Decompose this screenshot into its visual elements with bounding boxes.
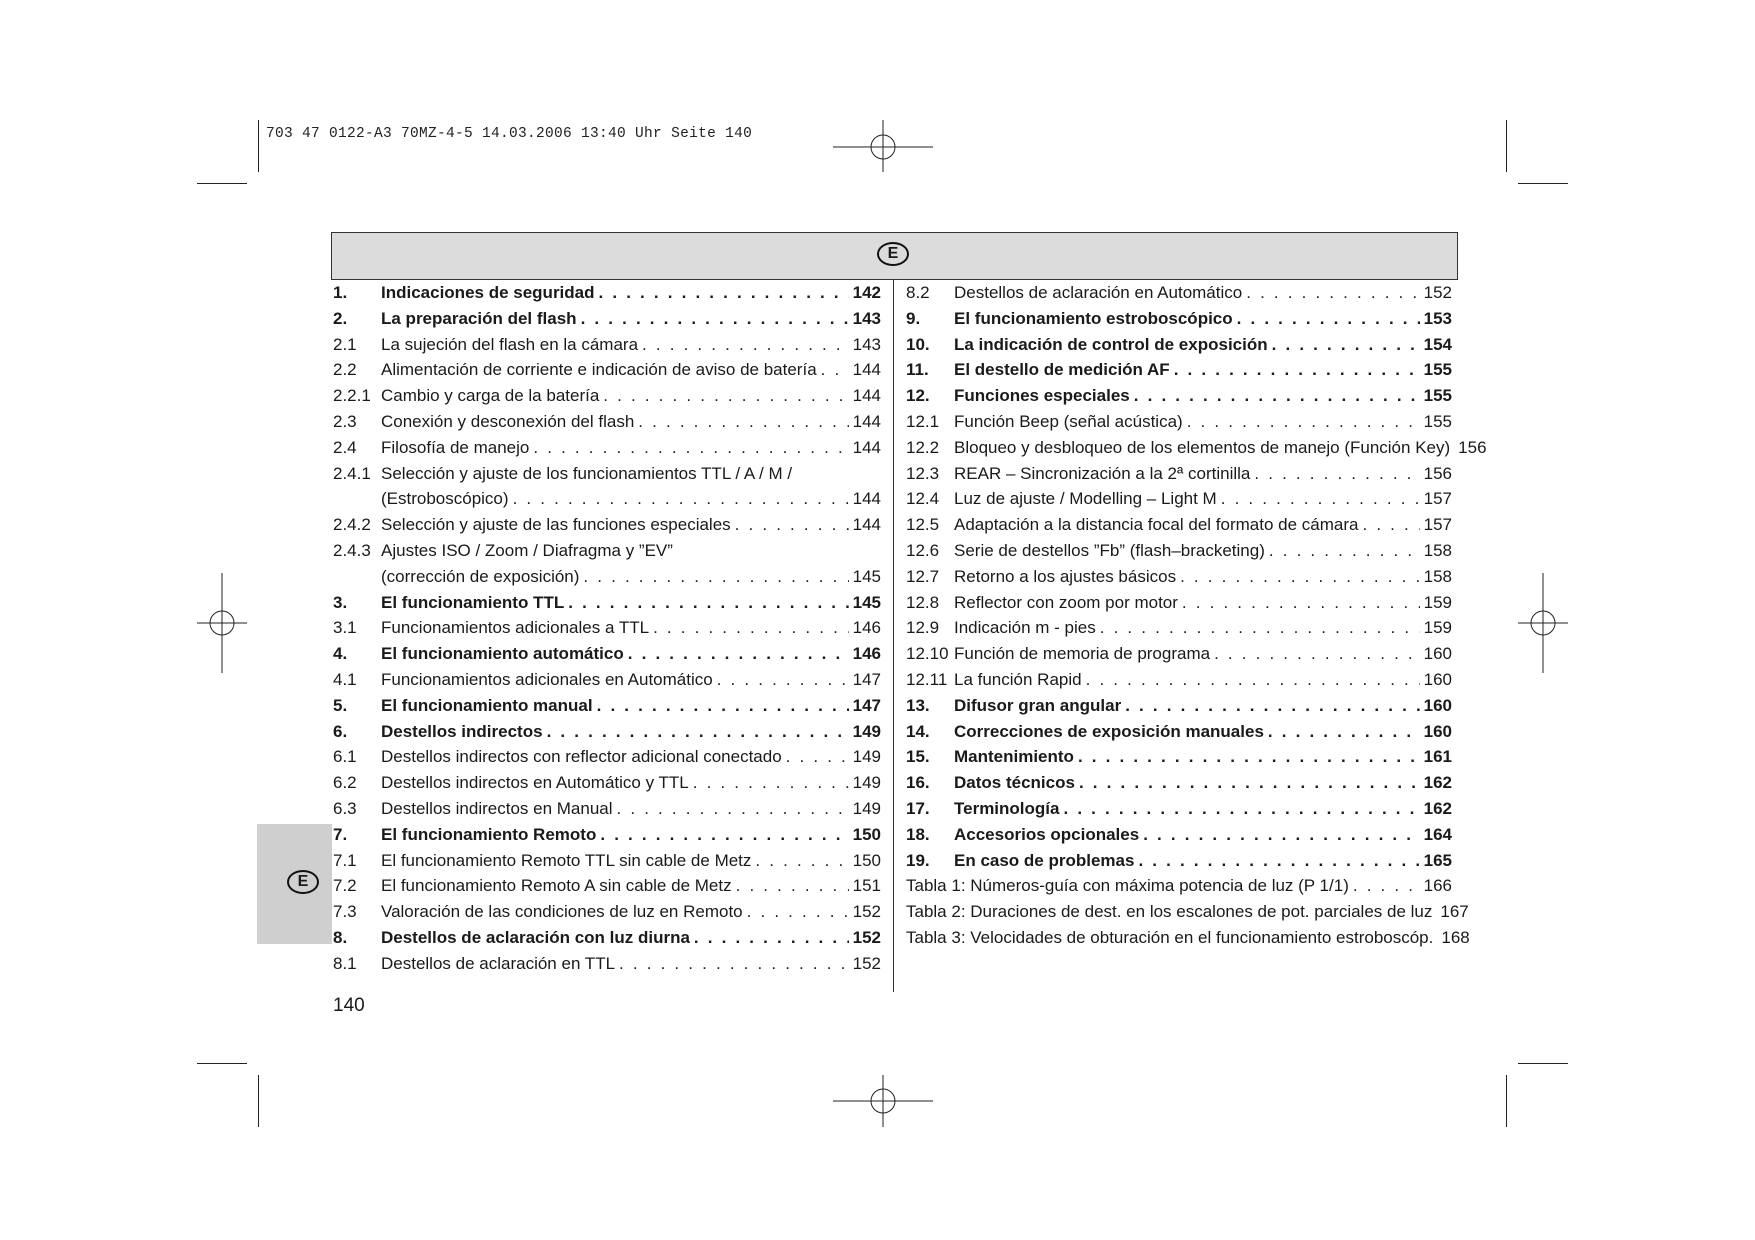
toc-leader-dots (628, 641, 849, 667)
toc-entry-page: 159 (1423, 592, 1452, 612)
toc-entry-title: Destellos indirectos con reflector adicional conectado (381, 747, 782, 767)
toc-entry[interactable] (333, 796, 881, 822)
toc-entry[interactable] (906, 719, 1452, 745)
toc-entry-title: Accesorios opcionales (954, 824, 1140, 844)
toc-entry-page: 150 (852, 824, 881, 844)
toc-entry[interactable] (333, 512, 881, 538)
toc-entry-number: 2.4.3 (333, 540, 371, 560)
toc-entry-title: Destellos de aclaración con luz diurna (381, 927, 690, 947)
toc-entry[interactable] (333, 332, 881, 358)
toc-entry-title: La sujeción del flash en la cámara (381, 334, 639, 354)
toc-leader-dots (1180, 564, 1420, 590)
column-divider (893, 280, 894, 992)
toc-entry-title-line1: Ajustes ISO / Zoom / Diafragma y ”EV” (381, 540, 673, 560)
toc-entry-number: 7. (333, 824, 348, 844)
toc-entry-number: 12.9 (906, 618, 940, 638)
toc-entry-number: 6.3 (333, 798, 357, 818)
toc-entry-page: 145 (852, 592, 881, 612)
toc-entry[interactable] (906, 538, 1452, 564)
toc-entry[interactable] (333, 357, 881, 383)
toc-leader-dots (547, 719, 849, 745)
toc-entry-page: 152 (852, 927, 881, 947)
toc-entry[interactable] (906, 435, 1487, 461)
toc-entry[interactable] (333, 615, 881, 641)
toc-entry-title: La función Rapid (954, 669, 1082, 689)
toc-entry[interactable] (906, 615, 1452, 641)
toc-entry-page: 144 (852, 437, 881, 457)
toc-leader-dots (1125, 693, 1419, 719)
toc-entry-number: 12.1 (906, 411, 940, 431)
toc-leader-dots (1187, 409, 1420, 435)
toc-entry[interactable] (333, 925, 881, 951)
toc-entry[interactable] (333, 822, 881, 848)
toc-entry[interactable] (333, 667, 881, 693)
toc-leader-dots (603, 383, 848, 409)
toc-entry-title: Reflector con zoom por motor (954, 592, 1178, 612)
toc-leader-dots (786, 744, 849, 770)
toc-entry[interactable] (333, 899, 881, 925)
toc-entry[interactable] (333, 719, 881, 745)
toc-entry-title: Terminología (954, 798, 1060, 818)
toc-entry-number: 14. (906, 721, 930, 741)
toc-leader-dots (583, 564, 848, 590)
toc-entry-title: Mantenimiento (954, 747, 1074, 767)
toc-entry-title: Destellos indirectos en Manual (381, 798, 613, 818)
toc-leader-dots (736, 873, 849, 899)
toc-entry-title: Destellos indirectos en Automático y TTL (381, 773, 689, 793)
toc-leader-dots (619, 951, 849, 977)
toc-leader-dots (1100, 615, 1420, 641)
toc-entry-number: 12.10 (906, 644, 949, 664)
toc-entry[interactable] (906, 512, 1452, 538)
toc-entry[interactable] (906, 822, 1452, 848)
toc-entry-title: Indicaciones de seguridad (381, 283, 595, 302)
side-language-badge: E (287, 870, 319, 894)
toc-entry[interactable] (906, 332, 1452, 358)
toc-entry[interactable] (333, 435, 881, 461)
toc-entry-page: 149 (852, 798, 881, 818)
toc-leader-dots (600, 822, 848, 848)
toc-entry[interactable] (906, 461, 1452, 487)
toc-leader-dots (533, 435, 848, 461)
toc-entry-title: Selección y ajuste de las funciones especiales (381, 515, 731, 535)
toc-entry-page: 155 (1423, 386, 1452, 406)
toc-entry-number: 16. (906, 773, 930, 793)
toc-entry-number: 2.2.1 (333, 386, 371, 406)
toc-entry-page: 156 (1423, 463, 1452, 483)
toc-entry-number: 17. (906, 798, 930, 818)
toc-entry-number: 10. (906, 334, 930, 354)
toc-entry-number: 4.1 (333, 669, 357, 689)
toc-entry-title: Alimentación de corriente e indicación de aviso de batería (381, 360, 817, 380)
toc-entry-number: 6. (333, 721, 348, 741)
toc-entry-number: 12.7 (906, 566, 940, 586)
toc-entry-page: 157 (1423, 515, 1452, 535)
toc-leader-dots (1063, 796, 1419, 822)
toc-entry[interactable] (333, 744, 881, 770)
toc-leader-dots (597, 693, 849, 719)
toc-entry-title: En caso de problemas (954, 850, 1135, 870)
toc-leader-dots (1174, 357, 1420, 383)
registration-mark-left (197, 573, 247, 673)
toc-entry-page: 152 (1423, 283, 1452, 302)
toc-entry-title: El destello de medición AF (954, 360, 1170, 380)
toc-entry[interactable] (906, 925, 1470, 951)
toc-entry-number: 2.4 (333, 437, 357, 457)
toc-entry[interactable] (906, 796, 1452, 822)
toc-leader-dots (617, 796, 849, 822)
registration-mark-right (1518, 573, 1568, 673)
toc-entry-number: 1. (333, 283, 348, 302)
toc-entry-page: 144 (852, 360, 881, 380)
toc-entry-page: 149 (852, 747, 881, 767)
toc-entry[interactable] (906, 770, 1452, 796)
toc-entry-title: Difusor gran angular (954, 695, 1122, 715)
toc-entry-title: (Estroboscópico) (381, 489, 509, 509)
toc-leader-dots (1268, 719, 1420, 745)
toc-entry-number: 3.1 (333, 618, 357, 638)
toc-entry[interactable] (333, 873, 881, 899)
toc-leader-dots (694, 925, 849, 951)
toc-leader-dots (717, 667, 849, 693)
toc-entry-number: 13. (906, 695, 930, 715)
toc-leader-dots (1272, 332, 1420, 358)
toc-entry-page: 150 (852, 850, 881, 870)
page-number: 140 (333, 995, 365, 1016)
toc-entry[interactable] (906, 486, 1452, 512)
toc-entry-title: El funcionamiento Remoto (381, 824, 597, 844)
toc-entry-title: Correcciones de exposición manuales (954, 721, 1264, 741)
toc-entry-title: Valoración de las condiciones de luz en Remoto (381, 902, 743, 922)
toc-entry-title: El funcionamiento Remoto A sin cable de Metz (381, 876, 732, 896)
toc-leader-dots (599, 280, 849, 306)
toc-entry-title-line1: Selección y ajuste de los funcionamientos TTL / A / M / (381, 463, 793, 483)
toc-leader-dots (638, 409, 848, 435)
toc-entry[interactable] (906, 280, 1452, 306)
toc-entry-title: Retorno a los ajustes básicos (954, 566, 1177, 586)
registration-mark-bottom (833, 1075, 933, 1127)
toc-entry-page: 162 (1423, 773, 1452, 793)
toc-entry[interactable] (906, 899, 1469, 925)
toc-leader-dots (1079, 770, 1420, 796)
toc-leader-dots (1214, 641, 1420, 667)
toc-entry-page: 144 (852, 489, 881, 509)
toc-entry[interactable] (333, 306, 881, 332)
toc-entry-title: Filosofía de manejo (381, 437, 530, 457)
toc-leader-dots (1086, 667, 1420, 693)
toc-leader-dots (747, 899, 849, 925)
toc-entry-title: Luz de ajuste / Modelling – Light M (954, 489, 1217, 509)
toc-entry[interactable] (906, 693, 1452, 719)
toc-entry-title: Adaptación a la distancia focal del formato de cámara (954, 515, 1359, 535)
toc-entry-page: 146 (852, 644, 881, 664)
toc-entry-page: 151 (852, 876, 881, 896)
toc-leader-dots (735, 512, 849, 538)
toc-leader-dots (1237, 306, 1420, 332)
toc-entry-title: Datos técnicos (954, 773, 1075, 793)
toc-entry-number: 12.4 (906, 489, 940, 509)
toc-entry-page: 152 (852, 902, 881, 922)
toc-entry-number: 3. (333, 592, 348, 612)
toc-entry-number: 2. (333, 308, 348, 328)
toc-entry-page: 153 (1423, 308, 1452, 328)
toc-entry[interactable] (333, 590, 881, 616)
toc-entry-number: 12.8 (906, 592, 940, 612)
toc-entry[interactable] (906, 357, 1452, 383)
toc-entry-number: 2.1 (333, 334, 357, 354)
toc-entry-title: Funcionamientos adicionales a TTL (381, 618, 650, 638)
toc-entry-number: 11. (906, 360, 929, 380)
toc-entry-title: REAR – Sincronización a la 2ª cortinilla (954, 463, 1251, 483)
toc-entry-title: (corrección de exposición) (381, 566, 580, 586)
toc-entry-number: 6.1 (333, 747, 357, 767)
toc-entry-title: Tabla 2: Duraciones de dest. en los escalones de pot. parciales de luz (906, 902, 1433, 922)
toc-leader-dots (1134, 383, 1420, 409)
toc-leader-dots (755, 848, 848, 874)
toc-entry-title: Funciones especiales (954, 386, 1130, 406)
toc-leader-dots (642, 332, 849, 358)
toc-entry-page: 160 (1423, 669, 1452, 689)
toc-entry-page: 166 (1423, 876, 1452, 896)
toc-entry-title: La preparación del flash (381, 308, 577, 328)
toc-leader-dots (693, 770, 849, 796)
toc-entry-page: 144 (852, 515, 881, 535)
toc-entry-page: 160 (1423, 644, 1452, 664)
toc-entry-number: 2.4.2 (333, 515, 371, 535)
toc-entry-page: 164 (1423, 824, 1452, 844)
toc-entry-page: 147 (852, 669, 881, 689)
toc-entry[interactable] (333, 848, 881, 874)
toc-entry-page: 144 (852, 411, 881, 431)
toc-entry[interactable] (333, 461, 881, 513)
toc-entry[interactable] (906, 667, 1452, 693)
toc-leader-dots (1221, 486, 1420, 512)
toc-entry[interactable] (333, 538, 881, 590)
toc-entry[interactable] (333, 641, 881, 667)
toc-entry-number: 15. (906, 747, 930, 767)
toc-entry-title: El funcionamiento manual (381, 695, 593, 715)
toc-entry-title: Tabla 1: Números-guía con máxima potencia de luz (P 1/1) (906, 876, 1349, 896)
toc-entry-title: Funcionamientos adicionales en Automático (381, 669, 713, 689)
toc-entry-number: 12.11 (906, 669, 948, 689)
toc-leader-dots (1078, 744, 1420, 770)
toc-entry-page: 149 (852, 773, 881, 793)
toc-entry-title: Indicación m - pies (954, 618, 1096, 638)
toc-right-column (906, 280, 1487, 951)
toc-entry-title: Serie de destellos ”Fb” (flash–bracketing) (954, 540, 1265, 560)
toc-entry-page: 145 (852, 566, 881, 586)
toc-entry-number: 7.1 (333, 850, 357, 870)
registration-mark-top (833, 120, 933, 172)
toc-entry-page: 155 (1423, 411, 1452, 431)
toc-entry-title: Tabla 3: Velocidades de obturación en el funcionamiento estroboscóp. (906, 927, 1434, 947)
toc-entry-number: 5. (333, 695, 348, 715)
toc-entry-number: 2.3 (333, 411, 357, 431)
toc-entry-title: Función Beep (señal acústica) (954, 411, 1183, 431)
toc-leader-dots (1246, 280, 1419, 306)
toc-entry-title: La indicación de control de exposición (954, 334, 1268, 354)
toc-entry-number: 12.2 (906, 437, 940, 457)
toc-entry[interactable] (906, 744, 1452, 770)
toc-entry-title: Función de memoria de programa (954, 644, 1211, 664)
toc-entry-page: 157 (1423, 489, 1452, 509)
toc-entry-number: 12.3 (906, 463, 940, 483)
toc-entry-title: Cambio y carga de la batería (381, 386, 600, 406)
toc-entry-page: 158 (1423, 566, 1452, 586)
toc-entry-title: El funcionamiento Remoto TTL sin cable de Metz (381, 850, 752, 870)
toc-entry[interactable] (906, 306, 1452, 332)
toc-entry-page: 154 (1423, 334, 1452, 354)
toc-entry[interactable] (333, 409, 881, 435)
toc-entry[interactable] (906, 848, 1452, 874)
toc-entry-number: 8.2 (906, 283, 930, 302)
toc-entry-page: 167 (1440, 902, 1469, 922)
toc-entry-page: 168 (1441, 927, 1470, 947)
toc-entry-number: 4. (333, 644, 348, 664)
toc-entry-number: 6.2 (333, 773, 357, 793)
toc-entry-number: 12.6 (906, 540, 940, 560)
toc-leader-dots (568, 590, 848, 616)
toc-entry-page: 165 (1423, 850, 1452, 870)
toc-entry-page: 144 (852, 386, 881, 406)
toc-leader-dots (581, 306, 849, 332)
toc-entry-page: 156 (1458, 437, 1487, 457)
toc-entry[interactable] (333, 383, 881, 409)
toc-entry-page: 147 (852, 695, 881, 715)
toc-entry[interactable] (333, 951, 881, 977)
toc-entry-page: 155 (1423, 360, 1452, 380)
toc-entry-title: Destellos de aclaración en TTL (381, 953, 616, 973)
toc-entry-page: 158 (1423, 540, 1452, 560)
toc-leader-dots (1254, 461, 1419, 487)
toc-entry-page: 146 (852, 618, 881, 638)
toc-entry-page: 143 (852, 308, 881, 328)
toc-entry-page: 143 (852, 334, 881, 354)
toc-entry[interactable] (906, 590, 1452, 616)
toc-entry-number: 8. (333, 927, 348, 947)
toc-entry-page: 160 (1423, 721, 1452, 741)
toc-entry-title: El funcionamiento TTL (381, 592, 565, 612)
toc-entry-number: 9. (906, 308, 921, 328)
toc-entry-title: Conexión y desconexión del flash (381, 411, 635, 431)
toc-entry[interactable] (906, 564, 1452, 590)
toc-entry-number: 18. (906, 824, 930, 844)
toc-entry-page: 159 (1423, 618, 1452, 638)
toc-leader-dots (1353, 873, 1420, 899)
toc-entry[interactable] (906, 383, 1452, 409)
toc-leader-dots (1138, 848, 1419, 874)
toc-entry-title: Destellos indirectos (381, 721, 543, 741)
toc-entry-number: 8.1 (333, 953, 357, 973)
toc-entry-page: 161 (1423, 747, 1452, 767)
toc-entry-title: Destellos de aclaración en Automático (954, 283, 1243, 302)
toc-leader-dots (821, 357, 849, 383)
toc-entry[interactable] (906, 873, 1452, 899)
toc-entry-page: 149 (852, 721, 881, 741)
toc-leader-dots (1182, 590, 1420, 616)
toc-entry-page: 142 (852, 283, 881, 302)
toc-entry-page: 162 (1423, 798, 1452, 818)
language-badge: E (877, 242, 909, 266)
toc-entry-number: 7.2 (333, 876, 357, 896)
toc-leader-dots (653, 615, 849, 641)
toc-entry[interactable] (906, 409, 1452, 435)
toc-entry-page: 152 (852, 953, 881, 973)
toc-entry[interactable] (333, 280, 881, 306)
toc-entry-title: El funcionamiento estroboscópico (954, 308, 1233, 328)
toc-entry-number: 7.3 (333, 902, 357, 922)
toc-leader-dots (513, 486, 849, 512)
toc-leader-dots (1362, 512, 1419, 538)
print-info-line: 703 47 0122-A3 70MZ-4-5 14.03.2006 13:40 Uhr Seite 140 (266, 126, 753, 142)
toc-entry-page: 160 (1423, 695, 1452, 715)
toc-entry-number: 2.2 (333, 360, 357, 380)
toc-entry-title: Bloqueo y desbloqueo de los elementos de manejo (Función Key) (954, 437, 1451, 457)
toc-entry-number: 19. (906, 850, 930, 870)
toc-leader-dots (1269, 538, 1420, 564)
toc-entry[interactable] (333, 693, 881, 719)
toc-leader-dots (1143, 822, 1419, 848)
toc-entry-title: El funcionamiento automático (381, 644, 624, 664)
toc-entry-number: 12.5 (906, 515, 940, 535)
toc-entry-number: 12. (906, 386, 930, 406)
toc-left-column (333, 280, 881, 977)
toc-entry[interactable] (333, 770, 881, 796)
toc-entry[interactable] (906, 641, 1452, 667)
toc-entry-number: 2.4.1 (333, 463, 371, 483)
